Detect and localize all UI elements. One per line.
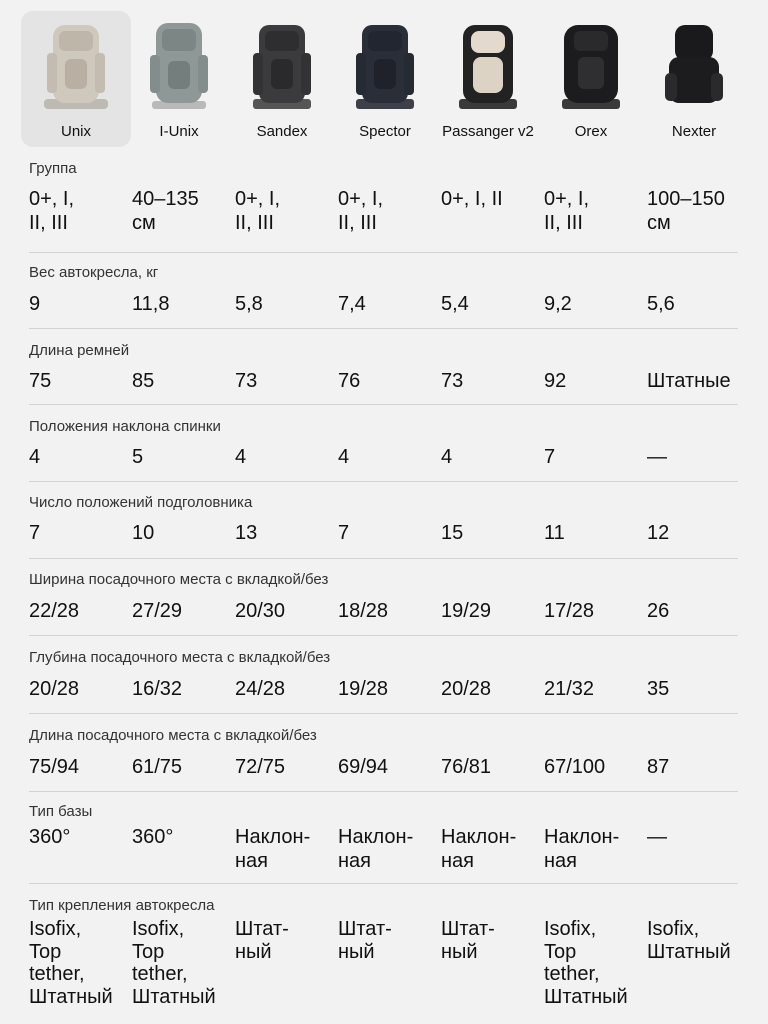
spec-value-unix: 7 (29, 522, 41, 544)
spec-value-unix: 75 (29, 370, 52, 392)
spec-label: Число положений подголовника (29, 494, 253, 511)
spec-value-passanger-v2: Наклон- ная (441, 826, 517, 872)
spec-value-passanger-v2: 4 (441, 446, 453, 468)
spec-value-nexter: — (647, 826, 667, 848)
spec-value-sandex: 13 (235, 522, 258, 544)
spec-value-unix: 20/28 (29, 678, 80, 700)
spec-value-passanger-v2: 73 (441, 370, 464, 392)
spec-value-passanger-v2: 76/81 (441, 756, 492, 778)
spec-value-orex: Наклон- ная (544, 826, 620, 872)
spec-label: Тип базы (29, 803, 93, 820)
spec-value-i-unix: 27/29 (132, 600, 183, 622)
spec-value-passanger-v2: 19/29 (441, 600, 492, 622)
spec-label: Тип крепления автокресла (29, 897, 215, 914)
spec-value-unix: 0+, I, II, III (29, 188, 75, 234)
spec-value-i-unix: 61/75 (132, 756, 183, 778)
car-seat-grey-icon (144, 19, 214, 115)
product-name: Passanger v2 (442, 123, 534, 140)
spec-value-i-unix: Isofix, Top tether, Штатный (132, 918, 216, 1008)
product-tab-spector[interactable] (330, 11, 440, 147)
product-name: Orex (574, 123, 608, 140)
car-seat-beige-icon (41, 19, 111, 115)
spec-value-spector: Штат- ный (338, 918, 392, 963)
spec-value-spector: 76 (338, 370, 361, 392)
spec-value-sandex: 0+, I, II, III (235, 188, 281, 234)
spec-value-sandex: 4 (235, 446, 247, 468)
spec-value-unix: 4 (29, 446, 41, 468)
spec-value-spector: 0+, I, II, III (338, 188, 384, 234)
spec-value-spector: 7,4 (338, 293, 366, 315)
spec-value-spector: 7 (338, 522, 350, 544)
spec-value-orex: 7 (544, 446, 556, 468)
divider (29, 558, 738, 559)
spec-value-nexter: 87 (647, 756, 670, 778)
spec-value-nexter: 26 (647, 600, 670, 622)
spec-value-i-unix: 10 (132, 522, 155, 544)
product-tab-passanger-v2[interactable] (433, 11, 543, 147)
product-tab-i-unix[interactable] (124, 11, 234, 147)
spec-value-spector: Наклон- ная (338, 826, 414, 872)
spec-value-nexter: — (647, 446, 667, 468)
divider (29, 635, 738, 636)
spec-value-sandex: 72/75 (235, 756, 286, 778)
divider (29, 481, 738, 482)
spec-value-orex: 0+, I, II, III (544, 188, 590, 234)
spec-value-sandex: 20/30 (235, 600, 286, 622)
product-name: Sandex (256, 123, 308, 140)
booster-seat-black-icon (659, 19, 729, 115)
spec-value-spector: 18/28 (338, 600, 389, 622)
spec-value-unix: 9 (29, 293, 41, 315)
spec-value-nexter: 12 (647, 522, 670, 544)
divider (29, 791, 738, 792)
spec-value-orex: 11 (544, 522, 565, 544)
spec-value-orex: 21/32 (544, 678, 595, 700)
spec-value-unix: Isofix, Top tether, Штатный (29, 918, 113, 1008)
spec-value-passanger-v2: 15 (441, 522, 464, 544)
spec-value-i-unix: 11,8 (132, 293, 170, 315)
product-name: Nexter (671, 123, 717, 140)
spec-value-unix: 75/94 (29, 756, 80, 778)
spec-label: Положения наклона спинки (29, 418, 221, 435)
divider (29, 252, 738, 253)
spec-value-nexter: 35 (647, 678, 670, 700)
spec-value-nexter: Isofix, Штатный (647, 918, 731, 963)
product-name: Unix (60, 123, 91, 140)
spec-value-nexter: Штатные (647, 370, 731, 392)
spec-value-sandex: Штат- ный (235, 918, 289, 963)
spec-label: Группа (29, 160, 77, 177)
spec-value-passanger-v2: 0+, I, II (441, 188, 503, 210)
spec-label: Ширина посадочного места с вкладкой/без (29, 571, 329, 588)
spec-value-spector: 69/94 (338, 756, 389, 778)
spec-value-i-unix: 40–135 см (132, 188, 199, 234)
spec-value-orex: 9,2 (544, 293, 572, 315)
spec-value-orex: 67/100 (544, 756, 606, 778)
product-name: I-Unix (159, 123, 199, 140)
spec-value-sandex: 5,8 (235, 293, 263, 315)
spec-value-unix: 360° (29, 826, 71, 848)
product-name: Spector (359, 123, 411, 140)
spec-value-nexter: 100–150 см (647, 188, 725, 234)
spec-value-i-unix: 16/32 (132, 678, 183, 700)
spec-value-nexter: 5,6 (647, 293, 675, 315)
product-tab-sandex[interactable] (227, 11, 337, 147)
spec-label: Длина ремней (29, 342, 130, 359)
spec-label: Вес автокресла, кг (29, 264, 159, 281)
car-seat-black-icon (556, 19, 626, 115)
divider (29, 328, 738, 329)
spec-value-spector: 4 (338, 446, 350, 468)
spec-value-spector: 19/28 (338, 678, 389, 700)
car-seat-graphite-icon (247, 19, 317, 115)
divider (29, 404, 738, 405)
spec-value-passanger-v2: Штат- ный (441, 918, 495, 963)
spec-value-sandex: 24/28 (235, 678, 286, 700)
product-tab-unix[interactable] (21, 11, 131, 147)
divider (29, 713, 738, 714)
spec-value-orex: 17/28 (544, 600, 595, 622)
spec-value-unix: 22/28 (29, 600, 80, 622)
spec-value-passanger-v2: 5,4 (441, 293, 469, 315)
spec-value-orex: Isofix, Top tether, Штатный (544, 918, 628, 1008)
spec-value-orex: 92 (544, 370, 567, 392)
spec-value-i-unix: 85 (132, 370, 155, 392)
product-selector (21, 11, 751, 147)
car-seat-black-beige-icon (453, 19, 523, 115)
product-tab-orex[interactable] (536, 11, 646, 147)
spec-label: Длина посадочного места с вкладкой/без (29, 727, 317, 744)
spec-value-sandex: 73 (235, 370, 258, 392)
spec-value-passanger-v2: 20/28 (441, 678, 492, 700)
spec-value-i-unix: 5 (132, 446, 144, 468)
divider (29, 883, 738, 884)
product-tab-nexter[interactable] (639, 11, 749, 147)
spec-value-sandex: Наклон- ная (235, 826, 311, 872)
spec-value-i-unix: 360° (132, 826, 174, 848)
spec-label: Глубина посадочного места с вкладкой/без (29, 649, 331, 666)
car-seat-navy-icon (350, 19, 420, 115)
